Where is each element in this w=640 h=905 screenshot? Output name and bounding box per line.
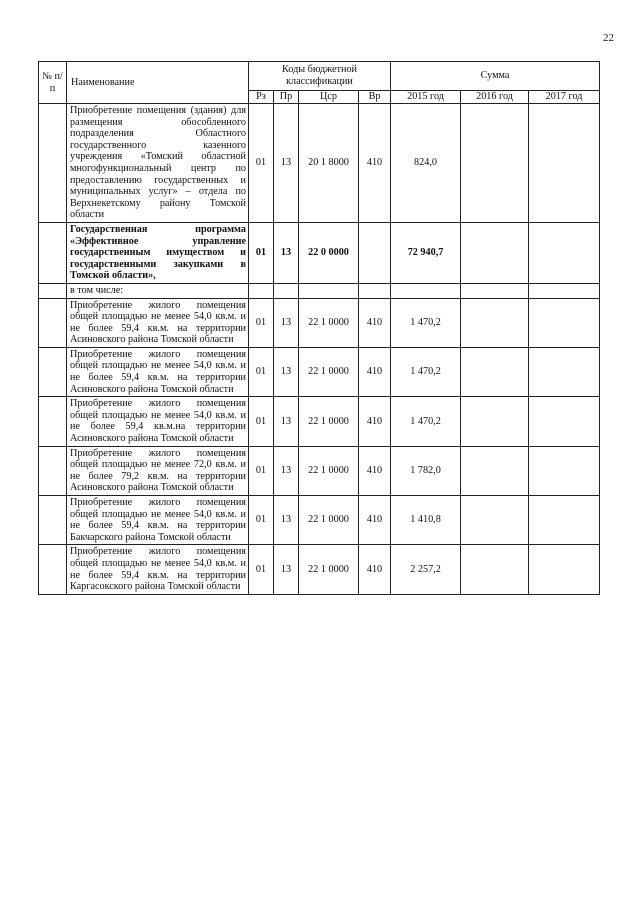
row-2015: 1 470,2	[391, 347, 461, 396]
row-name: Государственная программа «Эффективное управление государственным имуществом и государственными закупками в Томской области»,	[67, 222, 249, 283]
row-pr: 13	[274, 104, 299, 223]
row-num	[39, 446, 67, 495]
row-2015	[391, 283, 461, 298]
row-pr: 13	[274, 545, 299, 594]
row-num	[39, 545, 67, 594]
table-row	[39, 298, 600, 347]
row-csr: 22 1 0000	[299, 496, 359, 545]
row-num	[39, 283, 67, 298]
row-2017	[529, 104, 600, 223]
header-rz: Рз	[249, 91, 274, 104]
table-row-program	[39, 222, 600, 283]
row-rz: 01	[249, 347, 274, 396]
table-row	[39, 347, 600, 396]
row-name: Приобретение жилого помещения общей площадью не менее 72,0 кв.м. и не более 79,2 кв.м. на территории Асиновского района Томской области	[67, 446, 249, 495]
row-name: Приобретение жилого помещения общей площадью не менее 54,0 кв.м. и не более 59,4 кв.м. на территории Каргасокского района Томской области	[67, 545, 249, 594]
row-pr: 13	[274, 397, 299, 446]
table-row	[39, 446, 600, 495]
header-sum-group: Сумма	[391, 62, 600, 91]
row-csr: 22 1 0000	[299, 545, 359, 594]
row-2015: 1 410,8	[391, 496, 461, 545]
row-pr: 13	[274, 446, 299, 495]
row-pr	[274, 283, 299, 298]
row-csr: 22 1 0000	[299, 347, 359, 396]
row-2017	[529, 283, 600, 298]
header-pr: Пр	[274, 91, 299, 104]
table-row	[39, 397, 600, 446]
row-vr: 410	[359, 298, 391, 347]
row-2016	[461, 496, 529, 545]
row-vr: 410	[359, 347, 391, 396]
row-2015: 1 470,2	[391, 298, 461, 347]
row-rz: 01	[249, 222, 274, 283]
row-name: Приобретение жилого помещения общей площадью не менее 54,0 кв.м. и не более 59,4 кв.м. на территории Асиновского района Томской области	[67, 347, 249, 396]
row-rz: 01	[249, 104, 274, 223]
row-2015: 824,0	[391, 104, 461, 223]
row-2017	[529, 496, 600, 545]
row-vr	[359, 283, 391, 298]
budget-table	[38, 61, 600, 595]
row-2017	[529, 298, 600, 347]
row-2015: 2 257,2	[391, 545, 461, 594]
row-pr: 13	[274, 347, 299, 396]
row-2017	[529, 446, 600, 495]
row-2016	[461, 222, 529, 283]
row-csr: 22 1 0000	[299, 298, 359, 347]
row-2015: 72 940,7	[391, 222, 461, 283]
row-2017	[529, 397, 600, 446]
row-pr: 13	[274, 298, 299, 347]
row-name: Приобретение жилого помещения общей площадью не менее 54,0 кв.м. и не более 59,4 кв.м. на территории Бакчарского района Томской области	[67, 496, 249, 545]
row-2016	[461, 283, 529, 298]
row-csr: 22 0 0000	[299, 222, 359, 283]
header-name: Наименование	[67, 62, 249, 104]
row-vr: 410	[359, 104, 391, 223]
row-csr: 20 1 8000	[299, 104, 359, 223]
row-vr: 410	[359, 545, 391, 594]
header-2015: 2015 год	[391, 91, 461, 104]
row-rz: 01	[249, 397, 274, 446]
row-vr: 410	[359, 446, 391, 495]
row-csr	[299, 283, 359, 298]
table-row	[39, 104, 600, 223]
table-row	[39, 283, 600, 298]
header-2017: 2017 год	[529, 91, 600, 104]
row-name: Приобретение помещения (здания) для размещения обособленного подразделения Областного государственного казенного учреждения «Томский областной многофункциональный центр по предоставлению государственных и муниципальных услуг» – отдела по Верхнекетскому району Томской области	[67, 104, 249, 223]
row-name: Приобретение жилого помещения общей площадью не менее 54,0 кв.м. и не более 59,4 кв.м. на территории Асиновского района Томской области	[67, 298, 249, 347]
header-num: № п/п	[39, 62, 67, 104]
row-rz: 01	[249, 496, 274, 545]
row-vr: 410	[359, 496, 391, 545]
row-2016	[461, 446, 529, 495]
row-csr: 22 1 0000	[299, 397, 359, 446]
row-csr: 22 1 0000	[299, 446, 359, 495]
table-row	[39, 545, 600, 594]
row-2016	[461, 397, 529, 446]
row-rz: 01	[249, 298, 274, 347]
row-2017	[529, 222, 600, 283]
row-name: в том числе:	[67, 283, 249, 298]
row-2016	[461, 104, 529, 223]
row-rz: 01	[249, 446, 274, 495]
row-num	[39, 104, 67, 223]
row-rz: 01	[249, 545, 274, 594]
row-vr: 410	[359, 397, 391, 446]
row-pr: 13	[274, 496, 299, 545]
row-2017	[529, 545, 600, 594]
row-num	[39, 347, 67, 396]
row-2016	[461, 347, 529, 396]
header-codes-group: Коды бюджетной классификации	[249, 62, 391, 91]
row-num	[39, 496, 67, 545]
row-num	[39, 222, 67, 283]
row-rz	[249, 283, 274, 298]
header-2016: 2016 год	[461, 91, 529, 104]
row-2017	[529, 347, 600, 396]
row-2016	[461, 545, 529, 594]
row-pr: 13	[274, 222, 299, 283]
page-number: 22	[603, 32, 614, 44]
table-row	[39, 496, 600, 545]
row-2016	[461, 298, 529, 347]
row-num	[39, 397, 67, 446]
row-name: Приобретение жилого помещения общей площадью не менее 54,0 кв.м. и не более 59,4 кв.м.на территории Асиновского района Томской области	[67, 397, 249, 446]
header-vr: Вр	[359, 91, 391, 104]
row-2015: 1 470,2	[391, 397, 461, 446]
header-csr: Цср	[299, 91, 359, 104]
row-num	[39, 298, 67, 347]
row-vr	[359, 222, 391, 283]
row-2015: 1 782,0	[391, 446, 461, 495]
